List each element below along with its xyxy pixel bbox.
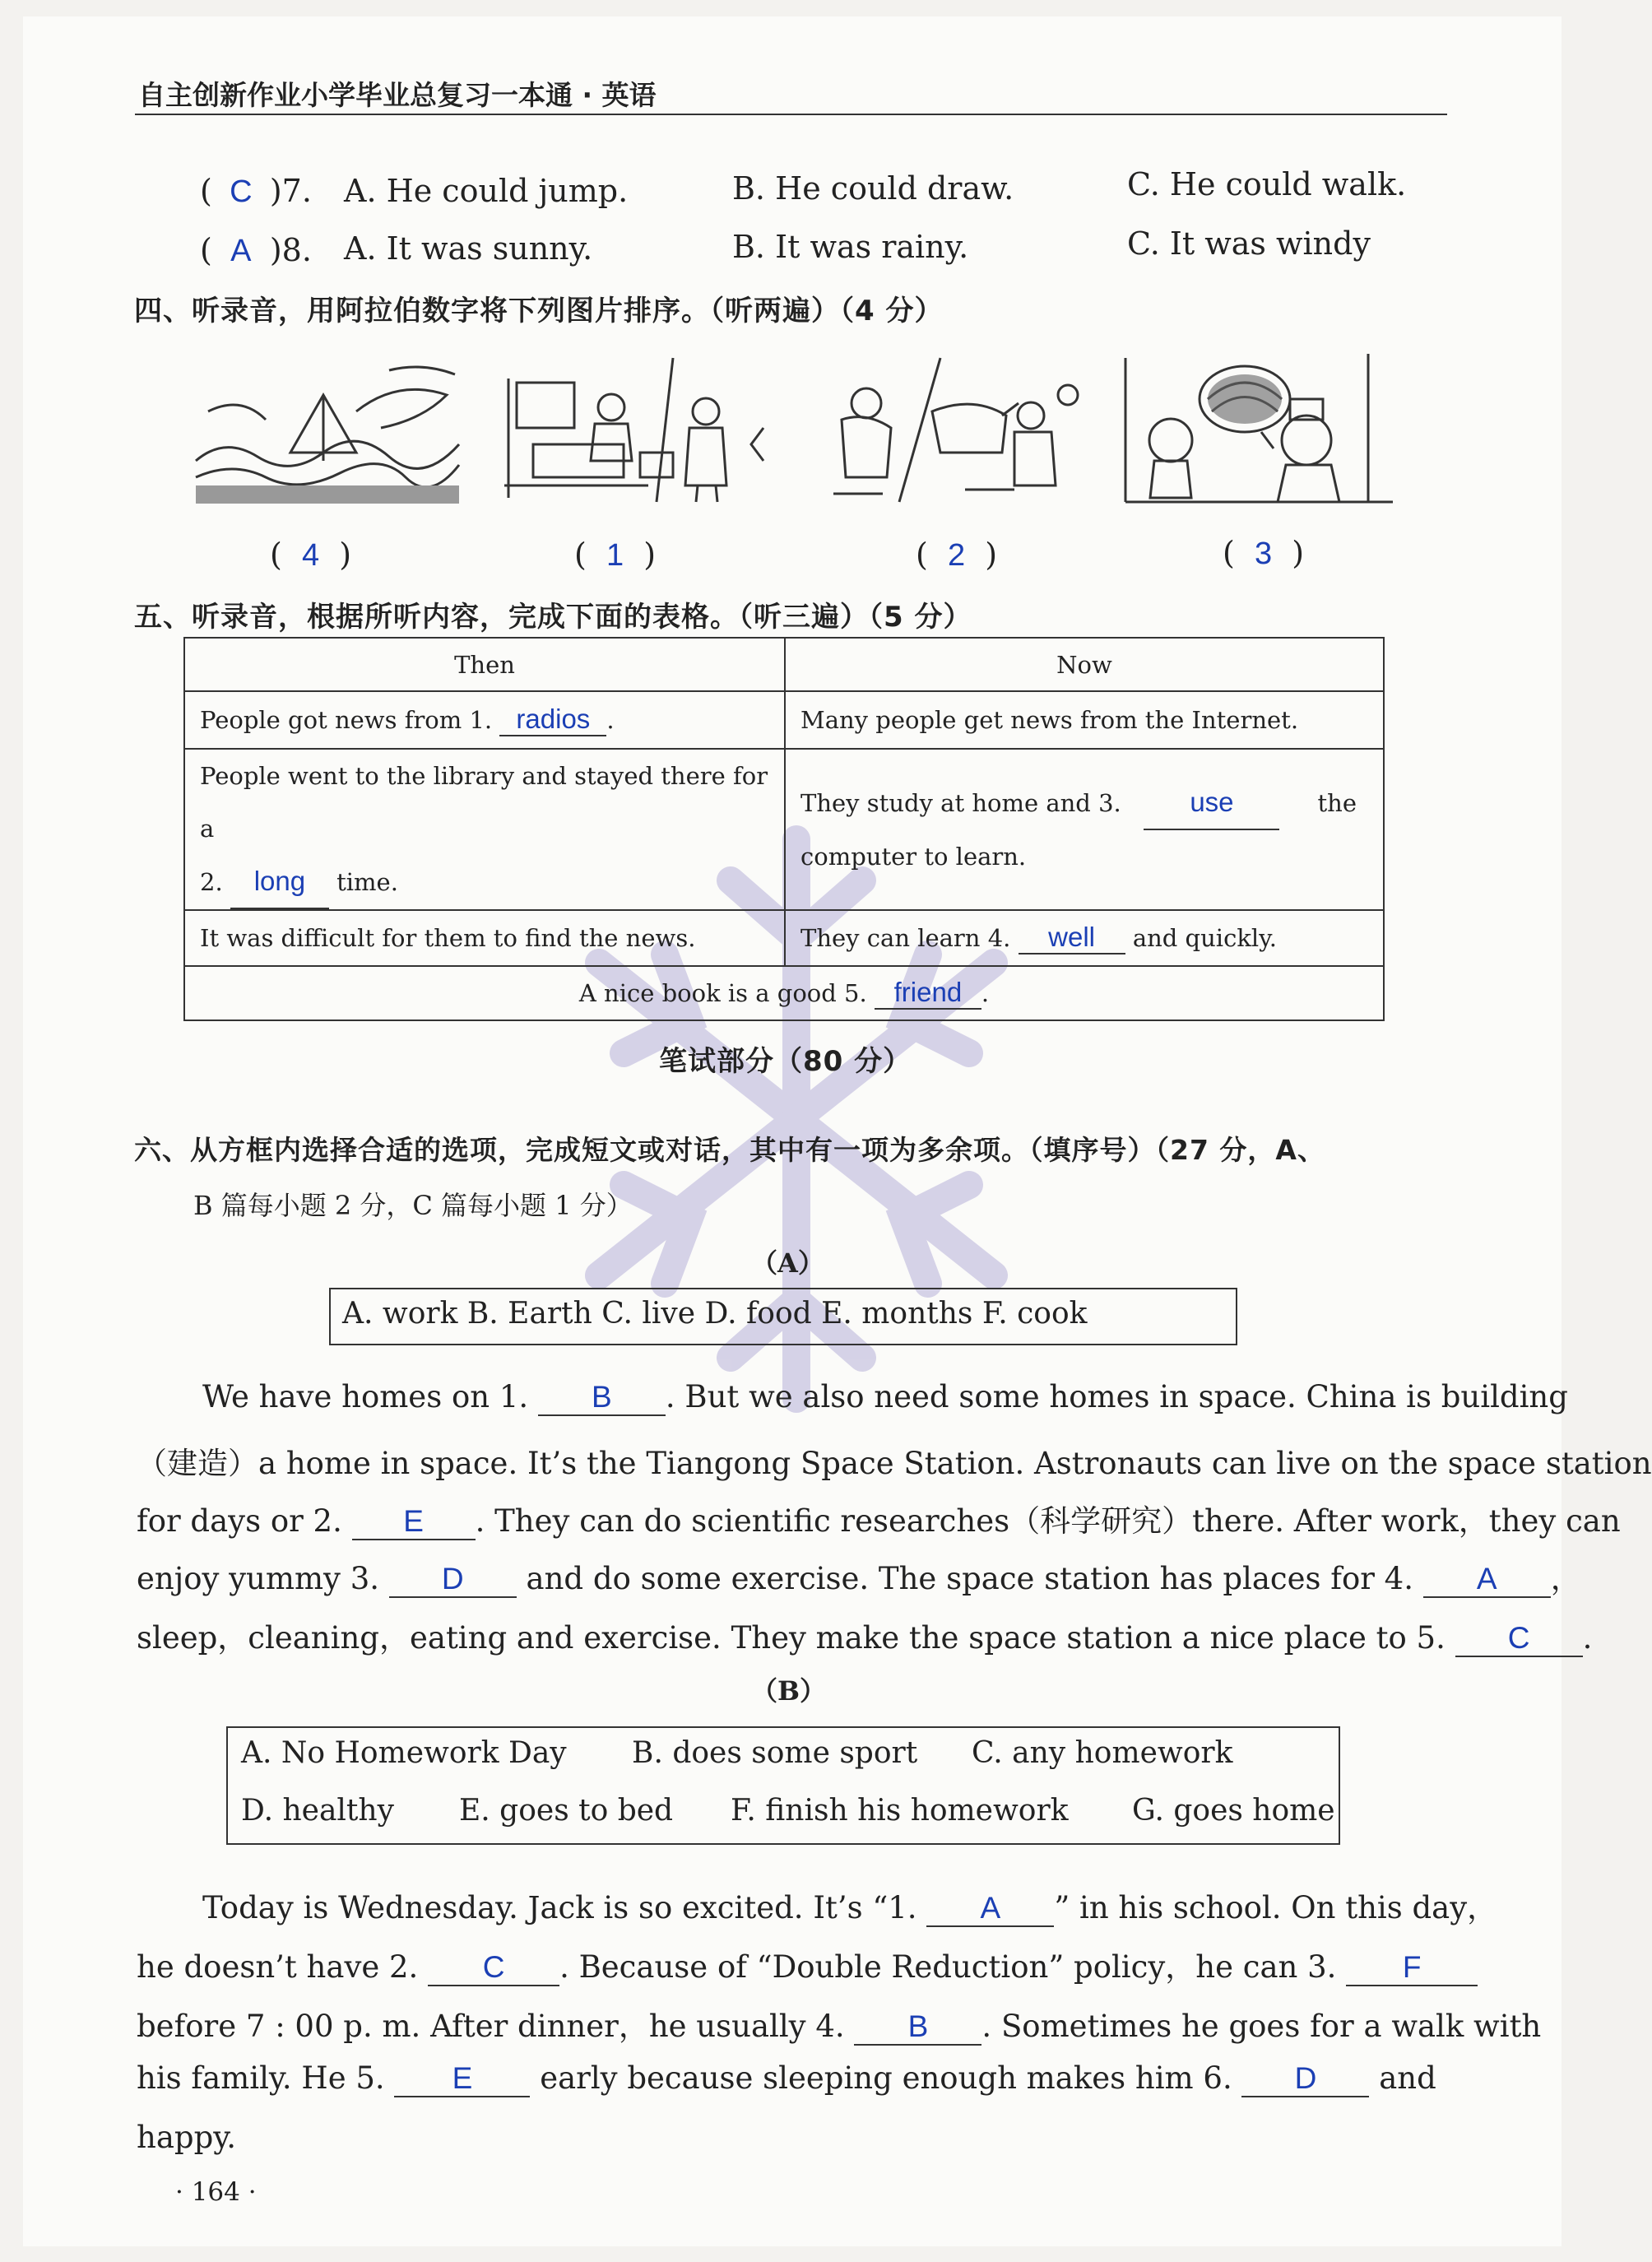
part-a-options: A. work B. Earth C. live D. food E. months F. cook: [342, 1297, 1088, 1331]
table-row-4: A nice book is a good 5. friend .: [184, 966, 1384, 1020]
table-row-3-now: They can learn 4. well and quickly.: [785, 910, 1384, 966]
section-6-title-line1: 六、从方框内选择合适的选项，完成短文或对话，其中有一项为多余项。（填序号）（27 分，A、: [134, 1134, 1325, 1166]
then-now-table: [183, 637, 1385, 1021]
question-7: ( C )7.: [200, 173, 312, 209]
q8-option-b: B. It was rainy.: [732, 229, 969, 265]
q7-option-a: A. He could jump.: [344, 173, 629, 209]
part-b-option-d: D. healthy: [241, 1794, 394, 1828]
farmers-with-ox-picture-icon: [817, 354, 1097, 506]
q8-option-a: A. It was sunny.: [344, 230, 593, 267]
part-b-option-g: G. goes home: [1132, 1794, 1335, 1828]
table-row-1-now: Many people get news from the Internet.: [785, 691, 1384, 749]
q7-option-c: C. He could walk.: [1127, 166, 1407, 202]
section-5-title: 五、听录音，根据所听内容，完成下面的表格。（听三遍）（5 分）: [134, 601, 972, 634]
part-a-blank-4[interactable]: A: [1423, 1562, 1551, 1598]
q7-option-b: B. He could draw.: [732, 170, 1014, 207]
question-8: ( A )8.: [200, 232, 312, 268]
worksheet-page: [23, 16, 1652, 2246]
answer-7: C: [230, 174, 253, 209]
answer-8: A: [230, 234, 252, 268]
header-rule: [135, 114, 1447, 115]
part-b-line-4: his family. He 5. E early because sleeping enough makes him 6. D and: [137, 2060, 1436, 2096]
part-a-blank-5[interactable]: C: [1455, 1621, 1583, 1657]
section-6-title-line2: B 篇每小题 2 分，C 篇每小题 1 分）: [193, 1190, 633, 1221]
table-row-2-then: People went to the library and stayed there for a 2. long time.: [184, 749, 785, 910]
part-b-option-f: F. finish his homework: [731, 1794, 1069, 1828]
page-number: · 164 ·: [175, 2177, 257, 2207]
part-b-label: （B）: [751, 1675, 827, 1707]
part-a-label: （A）: [751, 1247, 824, 1279]
part-a-line-2: （建造）a home in space. It’s the Tiangong Space Station. Astronauts can live on the space station: [137, 1446, 1652, 1481]
part-b-option-b: B. does some sport: [632, 1736, 918, 1770]
table-row-3-then: It was difficult for them to find the news.: [184, 910, 785, 966]
picture-4-answer: ( 3 ): [1223, 535, 1305, 571]
written-part-title: 笔试部分（80 分）: [659, 1045, 912, 1078]
blank-4[interactable]: well: [1019, 922, 1125, 954]
part-b-option-e: E. goes to bed: [459, 1794, 674, 1828]
part-a-line-3: for days or 2. E . They can do scientific researches（科学研究）there. After work，they can: [137, 1503, 1621, 1539]
part-a-line-1: We have homes on 1. B . But we also need some homes in space. China is building: [202, 1379, 1568, 1414]
table-row-2-now: They study at home and 3. use the computer to learn.: [785, 749, 1384, 910]
part-b-blank-2[interactable]: C: [428, 1950, 559, 1986]
picture-3-answer: ( 2 ): [916, 536, 998, 573]
picture-1-answer: ( 4 ): [270, 536, 352, 573]
blank-2[interactable]: long: [230, 855, 329, 909]
part-b-line-3: before 7 : 00 p. m. After dinner，he usually 4. B . Sometimes he goes for a walk with: [137, 2009, 1542, 2044]
header-title: 自主创新作业小学毕业总复习一本通 · 英语: [138, 79, 657, 111]
section-4-title: 四、听录音，用阿拉伯数字将下列图片排序。（听两遍）（4 分）: [134, 295, 944, 327]
picture-2-answer: ( 1 ): [574, 536, 657, 573]
table-row-1-then: People got news from 1. radios .: [184, 691, 785, 749]
part-b-blank-4[interactable]: B: [854, 2009, 981, 2046]
ship-in-storm-picture-icon: [192, 362, 463, 506]
part-a-line-4: enjoy yummy 3. D and do some exercise. The space station has places for 4. A ，: [137, 1561, 1581, 1596]
table-header-then: Then: [184, 638, 785, 691]
part-a-blank-3[interactable]: D: [389, 1562, 517, 1598]
blank-3[interactable]: use: [1144, 776, 1279, 830]
library-reading-picture-icon: [500, 354, 796, 506]
blank-1[interactable]: radios: [499, 704, 606, 736]
part-b-line-1: Today is Wednesday. Jack is so excited. It’s “1. A ” in his school. On this day，: [202, 1890, 1498, 1925]
table-header-now: Now: [785, 638, 1384, 691]
part-a-blank-1[interactable]: B: [538, 1380, 666, 1416]
q8-option-c: C. It was windy: [1127, 225, 1371, 262]
part-b-blank-1[interactable]: A: [926, 1891, 1054, 1927]
part-a-blank-2[interactable]: E: [352, 1504, 476, 1540]
part-b-option-c: C. any homework: [972, 1736, 1233, 1770]
part-a-line-5: sleep，cleaning，eating and exercise. They make the space station a nice place to 5. C .: [137, 1620, 1593, 1656]
part-b-option-a: A. No Homework Day: [241, 1736, 567, 1770]
part-b-blank-5[interactable]: E: [394, 2061, 530, 2097]
part-b-line-2: he doesn’t have 2. C . Because of “Double Reduction” policy，he can 3. F: [137, 1942, 1478, 1986]
blank-5[interactable]: friend: [875, 977, 981, 1010]
part-b-line-5: happy.: [137, 2120, 237, 2155]
children-looking-at-sky-picture-icon: [1121, 350, 1397, 506]
part-b-blank-6[interactable]: D: [1241, 2061, 1369, 2097]
part-b-blank-3[interactable]: F: [1346, 1950, 1478, 1986]
